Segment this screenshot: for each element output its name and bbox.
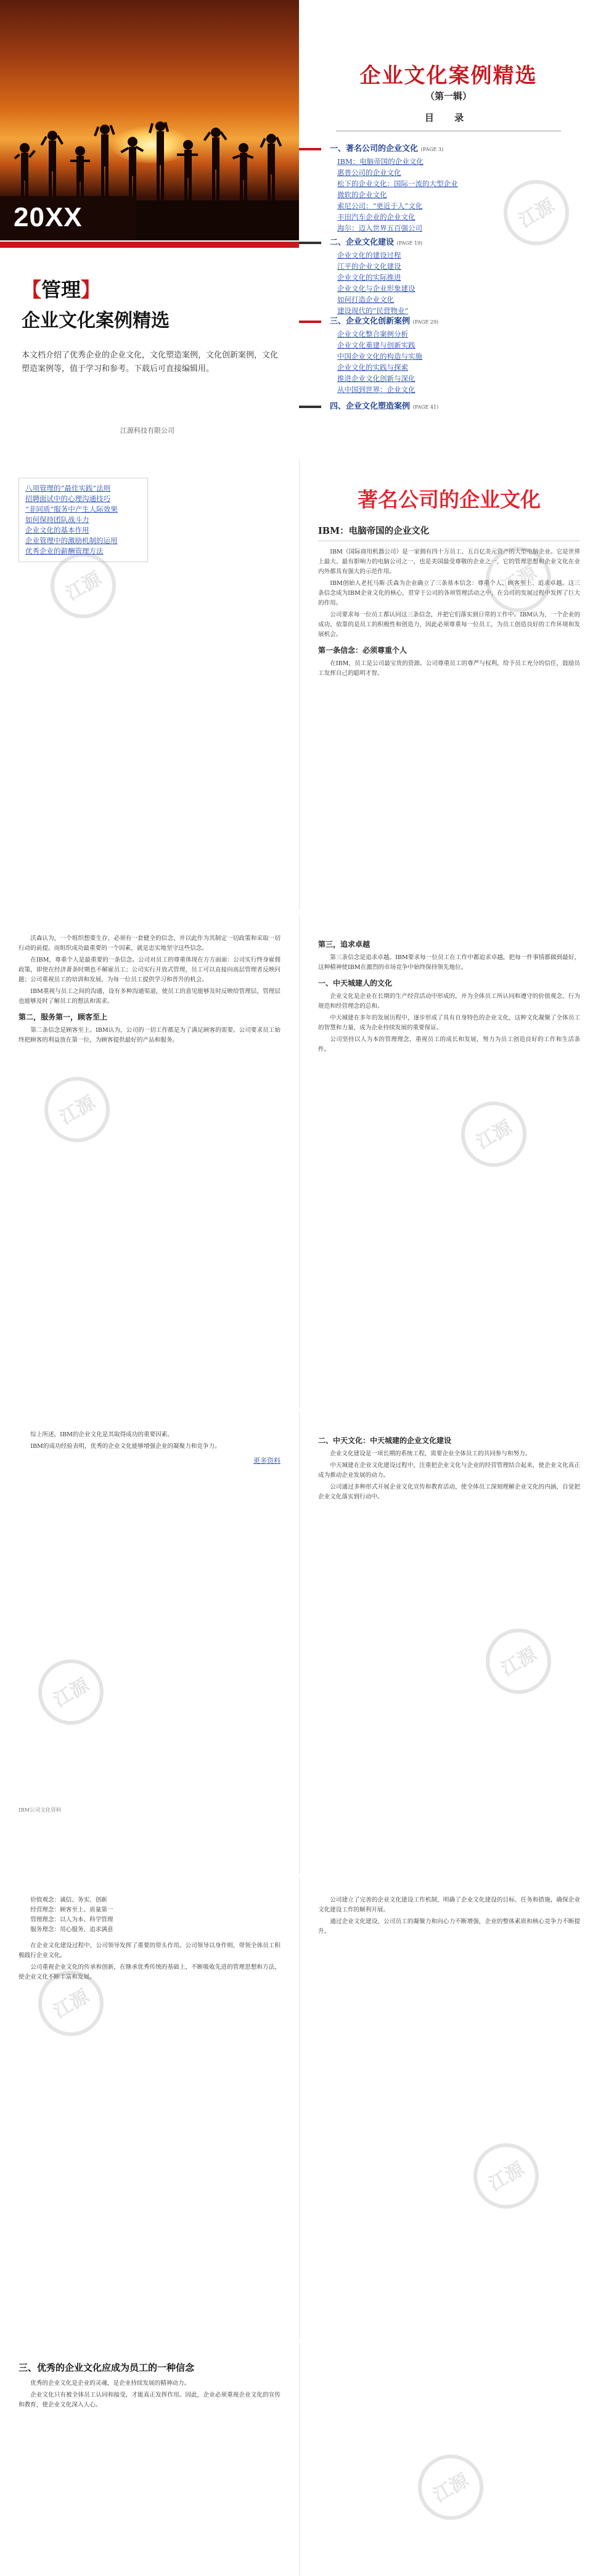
paragraph: 企业文化只有被全体员工认同和接受，才能真正发挥作用。因此，企业必须重视企业文化的宣传和教育，使企业文化深入人心。 — [18, 2392, 281, 2408]
related-link[interactable]: 企业管理中的激励机制的运用 — [25, 536, 118, 545]
toc-item[interactable]: 海尔：迈入世界五百强公司 — [337, 224, 422, 232]
paragraph: 通过企业文化建设，公司员工的凝聚力和向心力不断增强，企业的整体素质和核心竞争力不断提升。 — [318, 1918, 580, 1935]
toc-item[interactable]: 企业文化的建设过程 — [337, 251, 401, 260]
related-link[interactable]: 优秀企业的薪酬管理方法 — [25, 547, 104, 555]
toc-volume: （第一辑） — [425, 91, 472, 102]
spread-body-3 — [0, 1877, 598, 2339]
paragraph: IBM重视与员工之间的沟通，设有多种沟通渠道，使员工的意见能够及时反映给管理层，管理层也能够及时了解员工的想法和需求。 — [18, 988, 281, 1005]
svg-text:江源: 江源 — [498, 562, 540, 599]
watermark-icon — [37, 1658, 105, 1726]
paragraph: 公司坚持以人为本的管理理念，重视员工的成长和发展，努力为员工创造良好的工作和生活条件。 — [318, 1036, 580, 1053]
paragraph: 企业文化是企业在长期的生产经营活动中形成的，并为全体员工所认同和遵守的价值观念、行为规范和经营理念的总和。 — [318, 993, 580, 1010]
svg-text:江源: 江源 — [56, 1092, 99, 1129]
paragraph: 公司通过多种形式开展企业文化宣传和教育活动，使全体员工深刻理解企业文化的内涵，自觉把企业文化落实到行动中。 — [318, 1484, 580, 1500]
paragraph: 中天城建在多年的发展历程中，逐步形成了具有自身特色的企业文化，这种文化凝聚了全体员工的智慧和力量，成为企业持续发展的重要保证。 — [318, 1015, 580, 1031]
toc-section-title[interactable]: 三、企业文化创新案例 (PAGE 29) — [330, 317, 439, 326]
related-link[interactable]: “非同质”服务中产生人际效果 — [25, 505, 118, 513]
body-page — [299, 2342, 598, 2576]
spread-cover-toc — [0, 0, 598, 456]
paragraph: 企业文化建设是一项长期的系统工程，需要企业全体员工的共同参与和努力。 — [330, 1450, 531, 1457]
toc-section-4 — [330, 401, 576, 414]
chapter-heading: 著名公司的企业文化 — [358, 488, 541, 512]
toc-item[interactable]: 江平的企业文化建设 — [337, 262, 401, 271]
spread-body-1 — [0, 915, 598, 1409]
watermark-icon — [485, 546, 552, 613]
paragraph: IBM创始人老托马斯·沃森为企业确立了三条基本信念：尊重个人、顾客至上、追求卓越。这三条信念成为IBM企业文化的核心，贯穿于公司的各项管理活动之中，在公司的发展过程中发挥了巨大的作用。 — [318, 580, 580, 607]
toc-section-title[interactable]: 四、企业文化塑造案例 (PAGE 41) — [330, 402, 439, 411]
svg-text:江源: 江源 — [50, 1986, 92, 2022]
related-link[interactable]: 招聘面试中的心理沟通技巧 — [25, 494, 110, 503]
toc-section-2 — [330, 237, 576, 316]
paragraph: IBM的成功经验表明，优秀的企业文化能够增强企业的凝聚力和竞争力。 — [30, 1443, 221, 1450]
body-page — [0, 2342, 299, 2576]
toc-item[interactable]: 从中国到世界：企业文化 — [337, 385, 416, 394]
toc-item[interactable]: 松下的企业文化：国际一流的大型企业 — [337, 179, 458, 188]
toc-title: 企业文化案例精选 — [359, 63, 538, 88]
body-page — [0, 1877, 299, 2339]
watermark-icon — [417, 2453, 485, 2521]
checklist-item: 经营理念：顾客至上、质量第一 — [30, 1907, 113, 1913]
paragraph: 优秀的企业文化是企业的灵魂，是企业持续发展的精神动力。 — [30, 2380, 190, 2387]
toc-item[interactable]: 企业文化的实际推进 — [337, 273, 401, 282]
cover-description: 本文档介绍了优秀企业的企业文化，文化塑造案例，文化创新案例，文化塑造案例等，值于学习和参考。下载后可直接编辑用。 — [22, 350, 279, 373]
paragraph: 第三条信念是追求卓越。IBM要求每一位员工在工作中都追求卓越，把每一件事情都做到最好，这种精神使IBM在激烈的市场竞争中始终保持领先地位。 — [318, 954, 580, 971]
body-page — [299, 1877, 598, 2339]
toc-section-marker — [299, 242, 321, 244]
svg-text:江源: 江源 — [473, 1117, 515, 1153]
watermark-icon — [49, 552, 117, 619]
toc-item[interactable]: 索尼公司：“更近于人”文化 — [337, 202, 423, 210]
paragraph: 沃森认为，一个组织想要生存，必须有一套健全的信念，并以此作为其制定一切政策和采取一切行动的前提。而组织成功最重要的一个因素，就是忠实地坚守这些信念。 — [18, 935, 281, 952]
section-heading: 第一条信念：必须尊重个人 — [318, 646, 408, 655]
toc-section-marker — [299, 406, 321, 408]
cover-year: 20XX — [14, 202, 83, 232]
cover-tag-open: 【 — [22, 279, 42, 301]
more-link[interactable]: 更多资料 — [253, 1457, 281, 1465]
links-page — [0, 459, 299, 909]
paragraph: 公司重视企业文化的传承和创新，在继承优秀传统的基础上，不断吸收先进的管理思想和方法，使企业文化不断丰富和发展。 — [18, 1964, 281, 1981]
body-page — [0, 1412, 299, 1874]
related-link[interactable]: 如何保持团队战斗力 — [25, 515, 89, 524]
paragraph: 综上所述，IBM的企业文化是其取得成功的重要因素。 — [30, 1431, 173, 1438]
watermark-icon — [485, 1627, 552, 1695]
checklist-item: 管理理念：以人为本、科学管理 — [30, 1916, 113, 1923]
watermark-icon — [43, 1076, 111, 1143]
spread-ibm — [0, 459, 598, 909]
watermark-icon — [460, 1100, 528, 1168]
paragraph: 在IBM，尊重个人是最重要的一条信念。公司对员工的尊重体现在方方面面：公司实行终身雇佣政策，即使在经济萧条时期也不解雇员工；公司实行开放式管理，员工可以直接向高层管理者反映问题；公司重视员工的培训和发展，为每一位员工提供学习和晋升的机会。 — [18, 957, 281, 983]
section-heading: 三、优秀的企业文化应成为员工的一种信念 — [18, 2362, 195, 2373]
svg-text:江源: 江源 — [430, 2470, 472, 2506]
toc-item[interactable]: 惠普公司的企业文化 — [337, 168, 401, 177]
toc-item[interactable]: 企业文化整合案例分析 — [337, 330, 408, 338]
toc-heading: 目 录 — [424, 112, 473, 123]
svg-text:江源: 江源 — [498, 1644, 540, 1680]
checklist-item: 服务理念：用心服务、追求满意 — [30, 1926, 113, 1933]
toc-item[interactable]: 微软的企业文化 — [337, 190, 387, 199]
toc-item[interactable]: 企业文化重建与创新实践 — [337, 341, 416, 350]
toc-page — [299, 0, 598, 456]
svg-text:江源: 江源 — [50, 1675, 92, 1711]
toc-section-marker — [299, 321, 321, 323]
watermark-icon — [37, 1969, 105, 2037]
toc-item[interactable]: 如何打造企业文化 — [337, 295, 394, 304]
spread-body-2 — [0, 1412, 598, 1874]
body-page — [299, 1412, 598, 1874]
toc-item[interactable]: 推进企业文化创新与深化 — [337, 374, 416, 383]
spread-body-4 — [0, 2342, 598, 2576]
cover-title: 企业文化案例精选 — [22, 311, 170, 331]
section-heading: 第二，服务第一，顾客至上 — [18, 1013, 108, 1021]
section-heading: 二、中天文化：中天城建的企业文化建设 — [318, 1436, 452, 1445]
paragraph: 在IBM，员工是公司最宝贵的资源。公司尊重员工的尊严与权利，给予员工充分的信任，鼓励员工发挥自己的聪明才智。 — [318, 660, 580, 677]
cover-red-bar — [0, 242, 299, 248]
related-links-box — [18, 478, 148, 562]
toc-item[interactable]: 建设现代的“民营物业” — [337, 306, 409, 315]
cover-tag-word: 管理 — [41, 279, 81, 301]
svg-text:江源: 江源 — [485, 2159, 528, 2195]
toc-item[interactable]: IBM：电脑帝国的企业文化 — [337, 157, 424, 166]
watermark-icon — [472, 2142, 540, 2210]
toc-item[interactable]: 企业文化与企业形象建设 — [337, 284, 416, 293]
ibm-subtitle: IBM：电脑帝国的企业文化 — [318, 526, 430, 536]
paragraph: 在企业文化建设过程中，公司领导发挥了重要的带头作用。公司领导以身作则，带领全体员工积极践行企业文化。 — [18, 1942, 281, 1959]
body-page — [0, 915, 299, 1409]
paragraph: 中天城建在企业文化建设过程中，注重把企业文化与企业的经营管理结合起来，使企业文化真正成为推动企业发展的动力。 — [318, 1462, 580, 1479]
watermark-icon — [502, 179, 570, 247]
cover-tag — [22, 274, 100, 303]
toc-item[interactable]: 中国企业文化的构造与实施 — [337, 352, 422, 361]
related-link[interactable]: 企业文化的基本作用 — [25, 526, 89, 534]
toc-section-title[interactable]: 二、企业文化建设 (PAGE 19) — [330, 238, 423, 247]
page-caption: IBM公司文化资料 — [18, 1807, 62, 1813]
toc-section-3 — [330, 316, 576, 395]
section-heading: 第三，追求卓越 — [318, 940, 371, 949]
svg-text:江源: 江源 — [62, 568, 105, 605]
ibm-page — [299, 459, 598, 909]
cover-page — [0, 0, 299, 456]
section-heading: 一、中天城建人的文化 — [318, 979, 393, 987]
checklist-item: 价值观念：诚信、务实、创新 — [30, 1897, 107, 1903]
cover-tag-close: 】 — [81, 279, 101, 301]
cover-company: 江源科技有限公司 — [120, 427, 174, 435]
toc-section-marker — [299, 148, 321, 150]
related-link[interactable]: 八项管理的“最佳实践”法则 — [25, 484, 111, 493]
toc-item[interactable]: 丰田汽车企业的企业文化 — [337, 213, 416, 221]
paragraph: IBM（国际商用机器公司）是一家拥有四十万员工、五百亿美元资产的大型电脑企业。它是世界上最大、最有影响力的电脑公司之一，也是美国最受尊敬的企业之一，它的管理思想和企业文化在业内外都具有强大的示范作用。 — [318, 549, 580, 575]
svg-text:江源: 江源 — [515, 195, 558, 232]
body-page — [299, 915, 598, 1409]
paragraph: 公司要求每一位员工都认同这三条信念，并把它们落实到日常的工作中。IBM认为，一个企业的成功，依靠的是员工的积极性和创造力，因此必须尊重每一位员工，为员工创造良好的工作环境和发展机会。 — [318, 611, 580, 638]
toc-item[interactable]: 企业文化的实践与探索 — [337, 363, 408, 372]
paragraph: 公司建立了完善的企业文化建设工作机制，明确了企业文化建设的目标、任务和措施，确保企业文化建设工作的顺利开展。 — [318, 1897, 580, 1913]
paragraph: 第二条信念是顾客至上。IBM认为，公司的一切工作都是为了满足顾客的需要。公司要求员工始终把顾客的利益放在第一位，为顾客提供最好的产品和服务。 — [18, 1027, 281, 1044]
toc-section-title[interactable]: 一、著名公司的企业文化 (PAGE 3) — [330, 144, 444, 153]
